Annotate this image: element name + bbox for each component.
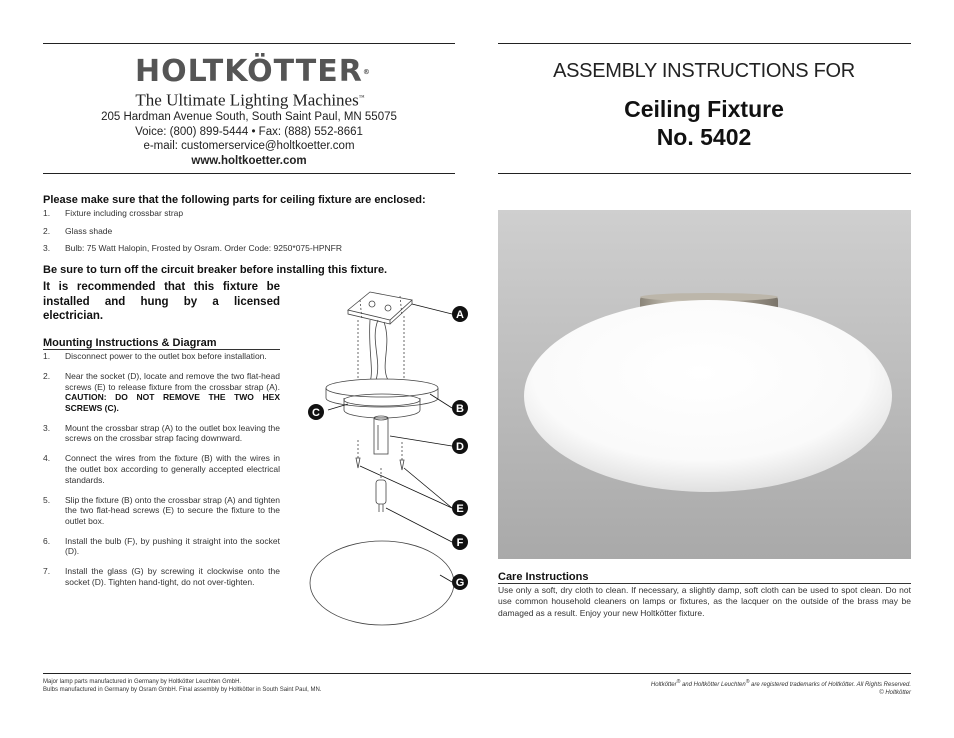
step-number: 6.: [43, 535, 51, 546]
label-e: E: [456, 503, 464, 515]
trademark-line: [498, 678, 911, 689]
care-heading: Care Instructions: [498, 571, 911, 584]
trademark-part: are registered trademarks of Holtkötter. All Rights Reserved.: [749, 682, 911, 688]
list-item: [43, 243, 463, 261]
item-text: Bulb: 75 Watt Halopin, Frosted by Osram. Order Code: 9250*075-HPNFR: [65, 243, 342, 253]
fixture-photo: [498, 210, 911, 559]
list-item: [43, 208, 463, 226]
electrician-recommendation: It is recommended that this fixture be installed and hung by a licensed electrician.: [43, 281, 280, 322]
mounting-steps: [43, 351, 280, 597]
step-item: [43, 566, 280, 587]
step-item: [43, 495, 280, 527]
footer-rule: [43, 673, 911, 674]
registered-mark: ®: [745, 679, 750, 685]
label-a: A: [456, 309, 464, 321]
crossbar-strap-part: [348, 292, 412, 324]
step-text: [65, 371, 280, 413]
parts-heading: Please make sure that the following parts for ceiling fixture are enclosed:: [43, 194, 426, 206]
footer-trademarks: [498, 678, 911, 697]
step-number: 3.: [43, 422, 51, 433]
logo-text: HOLTKÖTTER: [135, 54, 363, 89]
product-title: [498, 95, 910, 151]
step-text: Slip the fixture (B) onto the crossbar strap (A) and tighten the two flat-head screws (E) to secure the fixture to the outlet box.: [65, 494, 280, 526]
trademark-part: and Holtkötter Leuchten: [680, 682, 746, 688]
footer-manufacturing: [43, 678, 463, 694]
label-g: G: [455, 577, 465, 589]
bulb-part: [376, 468, 386, 512]
product-number: No. 5402: [656, 124, 752, 150]
label-d: D: [456, 441, 464, 453]
caution-text: CAUTION: DO NOT REMOVE THE TWO HEX SCREWS (C).: [65, 392, 280, 413]
header-rule-right: [498, 173, 911, 174]
logo-tagline: [135, 89, 365, 110]
list-item: [43, 226, 463, 244]
label-f: F: [456, 537, 464, 549]
item-number: 3.: [43, 243, 51, 253]
assembly-title: ASSEMBLY INSTRUCTIONS FOR: [553, 60, 855, 82]
step-text: Disconnect power to the outlet box before installation.: [65, 351, 267, 361]
parts-list: [43, 208, 463, 261]
step-text: Mount the crossbar strap (A) to the outlet box leaving the screws on the crossbar strap facing downward.: [65, 422, 280, 444]
header-rule-left: [43, 173, 455, 174]
step-number: 5.: [43, 494, 51, 505]
step-text: Install the glass (G) by screwing it clockwise onto the socket (D). Tighten hand-tight, do not over-tighten.: [65, 566, 280, 587]
tagline-text: The Ultimate Lighting Machines: [135, 90, 359, 110]
top-rule-right: [498, 43, 911, 44]
mounting-heading: Mounting Instructions & Diagram: [43, 337, 280, 350]
website-link[interactable]: www.holtkoetter.com: [191, 154, 307, 167]
glass-shade: [524, 300, 892, 492]
phone-fax: Voice: (800) 899-5444 • Fax: (888) 552-8661: [135, 125, 363, 138]
footer-line: Bulbs manufactured in Germany by Osram GmbH. Final assembly by Holtkötter in South Saint Paul, MN.: [43, 687, 322, 693]
footer-line: Major lamp parts manufactured in Germany by Holtkötter Leuchten GmbH.: [43, 679, 242, 685]
canopy-part: [326, 379, 438, 418]
logo-wordmark: [135, 54, 371, 89]
step-item: [43, 423, 280, 444]
tagline-trademark: ™: [358, 95, 365, 101]
socket-part: [374, 416, 388, 454]
trademark-part: Holtkötter: [650, 682, 677, 688]
step-number: 4.: [43, 453, 51, 464]
exploded-diagram: [300, 280, 480, 630]
logo-registered-mark: ®: [362, 68, 371, 76]
label-c: C: [312, 407, 320, 419]
glass-shade-part: [310, 541, 454, 625]
brand-logo: [135, 54, 371, 110]
breaker-warning: Be sure to turn off the circuit breaker before installing this fixture.: [43, 264, 388, 276]
step-item: [43, 453, 280, 485]
step-number: 1.: [43, 351, 51, 361]
label-b: B: [456, 403, 464, 415]
item-text: Fixture including crossbar strap: [65, 208, 184, 218]
email[interactable]: e-mail: customerservice@holtkoetter.com: [143, 140, 355, 152]
copyright-line: © Holtkötter: [879, 690, 911, 696]
step-item: [43, 371, 280, 413]
step-item: [43, 351, 280, 362]
address: 205 Hardman Avenue South, South Saint Paul, MN 55075: [101, 111, 397, 123]
step-number: 7.: [43, 566, 51, 577]
contact-block: [43, 110, 455, 168]
top-rule-left: [43, 43, 455, 44]
item-number: 1.: [43, 208, 51, 218]
product-name: Ceiling Fixture: [624, 96, 784, 122]
step-item: [43, 536, 280, 557]
step-text: Install the bulb (F), by pushing it straight into the socket (D).: [65, 535, 280, 557]
registered-mark: ®: [676, 679, 681, 685]
step-text: Connect the wires from the fixture (B) with the wires in the outlet box according to generally accepted electrical standards.: [65, 453, 280, 485]
item-number: 2.: [43, 225, 51, 236]
step-text-body: Near the socket (D), locate and remove the two flat-head screws (E) to release fixture from the crossbar strap (A).: [65, 370, 280, 392]
step-number: 2.: [43, 370, 51, 381]
care-text: Use only a soft, dry cloth to clean. If necessary, a slightly damp, soft cloth can be used to spot clean. Do not use common household cleaners on lamps or fixtures, as the lacquer on the outside of the brass may be damaged as a result. Enjoy your new Holtkötter fixture.: [498, 585, 911, 618]
item-text: Glass shade: [65, 225, 113, 236]
